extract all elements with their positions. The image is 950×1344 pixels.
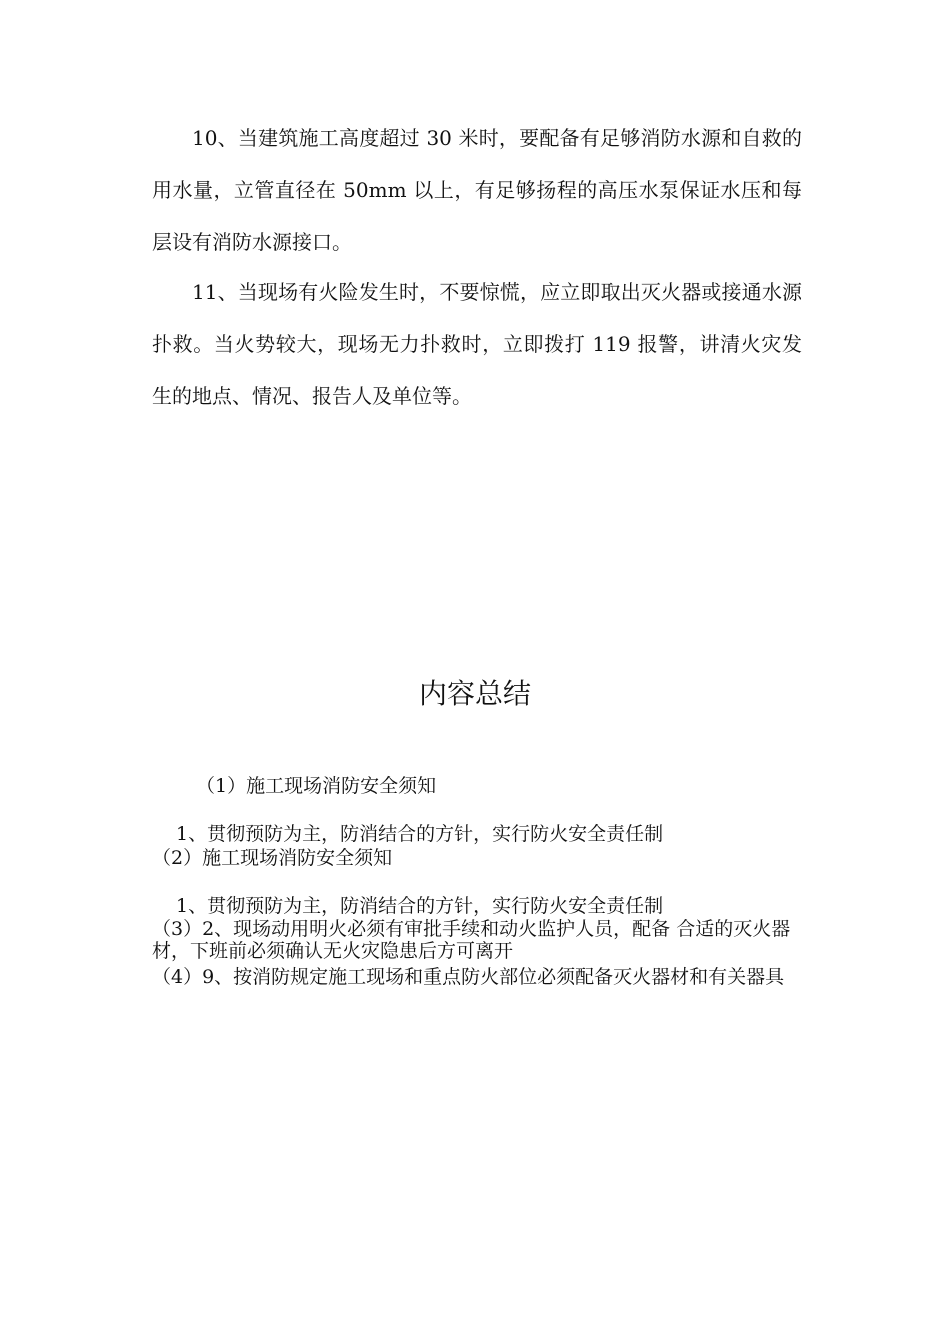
summary-line-4: 1、贯彻预防为主，防消结合的方针，实行防火安全责任制 — [176, 895, 664, 917]
summary-line-1: （1）施工现场消防安全须知 — [196, 775, 437, 797]
summary-line-5: （3）2、现场动用明火必须有审批手续和动火监护人员，配备 合适的灭火器材，下班前必须确认无火灾隐患后方可离开 — [152, 918, 791, 962]
paragraph-item-10: 10、当建筑施工高度超过 30 米时，要配备有足够消防水源和自救的用水量，立管直径在 50mm 以上，有足够扬程的高压水泵保证水压和每层设有消防水源接口。 — [152, 126, 802, 254]
summary-line-3: （2）施工现场消防安全须知 — [152, 847, 393, 869]
summary-line-6: （4）9、按消防规定施工现场和重点防火部位必须配备灭火器材和有关器具 — [152, 966, 785, 988]
summary-title: 内容总结 — [418, 677, 531, 710]
summary-line-2: 1、贯彻预防为主，防消结合的方针，实行防火安全责任制 — [176, 823, 664, 845]
paragraph-item-11: 11、当现场有火险发生时，不要惊慌，应立即取出灭火器或接通水源扑救。当火势较大，现场无力扑救时，立即拨打 119 报警，讲清火灾发生的地点、情况、报告人及单位等。 — [152, 280, 802, 408]
